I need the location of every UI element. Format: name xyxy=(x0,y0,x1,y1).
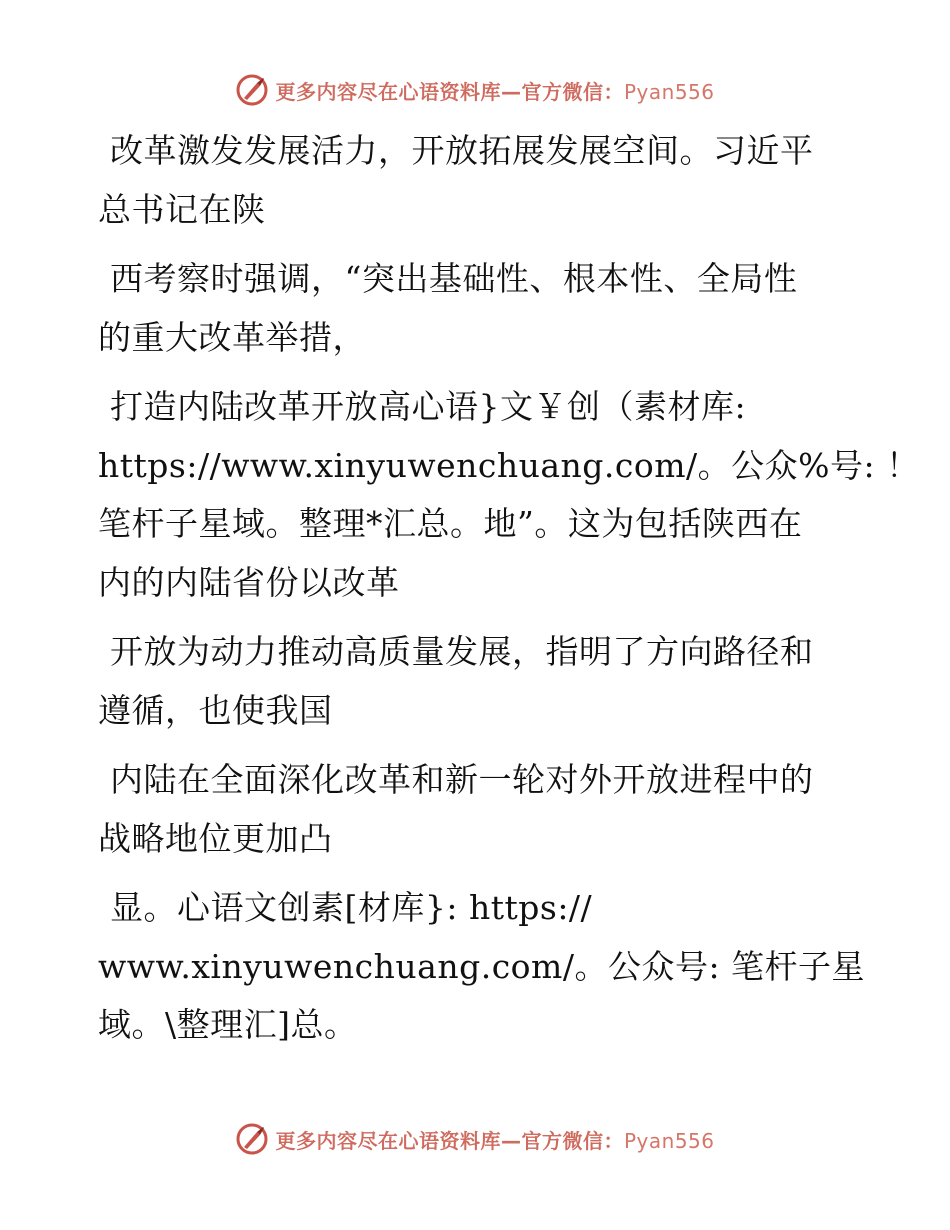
text-line: 西考察时强调，“突出基础性、根本性、全局性 xyxy=(110,259,798,298)
text-line: 内陆在全面深化改革和新一轮对外开放进程中的 xyxy=(110,760,814,799)
text-line: 改革激发发展活力，开放拓展发展空间。习近平 xyxy=(110,131,814,170)
text-line: 开放为动力推动高质量发展，指明了方向路径和 xyxy=(110,632,814,671)
text-line: https://www.xinyuwenchuang.com/。公众%号: ！ xyxy=(98,445,920,485)
text-line: 的重大改革举措， xyxy=(98,317,366,357)
paragraph xyxy=(98,751,838,868)
paragraph xyxy=(98,378,920,612)
quill-logo-icon xyxy=(235,73,269,107)
header-wechat-id: Pyan556 xyxy=(623,79,715,104)
text-line: 内的内陆省份以改革 xyxy=(98,562,400,602)
text-line: 总书记在陕 xyxy=(98,189,266,229)
text-line: 遵循，也使我国 xyxy=(98,690,333,730)
text-line: 域。\整理汇]总。 xyxy=(98,1005,358,1044)
footer-banner-text: 更多内容尽在心语资料库—官方微信：Pyan556 xyxy=(275,1128,715,1153)
paragraph xyxy=(98,122,838,239)
paragraph xyxy=(98,879,866,1055)
quill-logo-icon xyxy=(235,1122,269,1156)
paragraph xyxy=(98,623,838,740)
document-body xyxy=(98,122,920,1066)
text-line: 打造内陆改革开放高心语}文￥创（素材库: xyxy=(110,387,747,426)
paragraph xyxy=(98,250,838,367)
footer-banner xyxy=(0,1119,950,1159)
footer-wechat-id: Pyan556 xyxy=(623,1128,715,1153)
text-line: 笔杆子星域。整理*汇总。地”。这为包括陕西在 xyxy=(98,504,803,543)
text-line: www.xinyuwenchuang.com/。公众号: 笔杆子星 xyxy=(98,946,866,986)
header-banner-text: 更多内容尽在心语资料库—官方微信：Pyan556 xyxy=(275,79,715,104)
header-banner xyxy=(0,70,950,110)
text-line: 战略地位更加凸 xyxy=(98,818,333,858)
text-line: 显。心语文创素[材库}: https:// xyxy=(110,888,593,927)
